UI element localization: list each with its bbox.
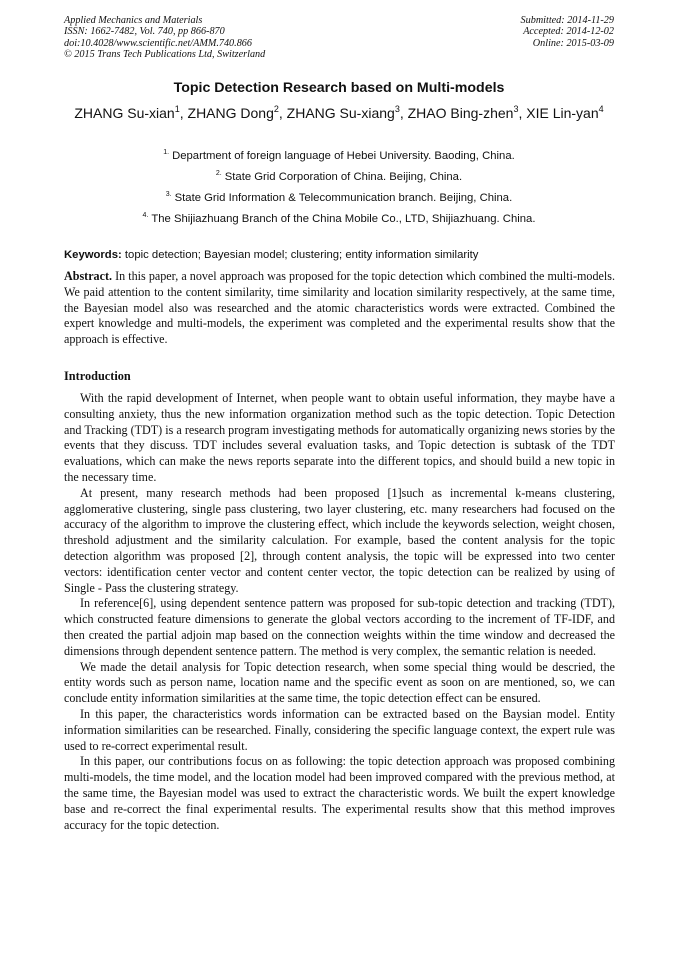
abstract — [64, 269, 615, 348]
affiliation-1: $^{1.}$ Department of foreign language of Hebei University. Baoding, China. — [163, 149, 515, 162]
abstract-label: Abstract. — [64, 269, 113, 283]
paragraph: In this paper, the characteristics words information can be extracted based on the Baysian model. Entity information similarities can be researched. Finally, considering the specific language context, the expert rule was used to re-correct experimental result. — [64, 706, 615, 753]
author: ZHAO Bing-zhen$^3$, — [407, 104, 523, 121]
paragraph: In reference[6], using dependent sentence pattern was proposed for sub-topic detection and tracking (TDT), which constructed feature dimensions to generate the global vectors according to the increment of TF-IDF, and then created the partial adjoin map based on the connection weights within the time window and decreased the dimensions through dependent sentence pattern. The method is very complex, the semantic relation is needed. — [64, 596, 615, 658]
issn-line: ISSN: 1662-7482, Vol. 740, pp 866-870 — [64, 26, 225, 38]
accepted-date: Accepted: 2014-12-02 — [523, 26, 614, 38]
affiliation-4: $^{4.}$ The Shijiazhuang Branch of the China Mobile Co., LTD, Shijiazhuang. China. — [142, 212, 536, 225]
keywords-text: topic detection; Bayesian model; clustering; entity information similarity — [121, 249, 479, 261]
paragraph: In this paper, our contributions focus on as following: the topic detection approach was proposed combining multi-models, the time model, and the location model had been improved compared with the previous method, at the same time, the Bayesian model was used to extract the characteristic words. We built the expert knowledge base and re-correct the final experimental results. The experimental results show that this method improves accuracy for the topic detection. — [64, 754, 615, 832]
dates-info — [521, 15, 614, 49]
author: ZHANG Dong$^2$, — [187, 104, 287, 121]
author-list — [64, 103, 614, 124]
affiliation-3: $^{3.}$ State Grid Information & Telecommunication branch. Beijing, China. — [165, 191, 513, 204]
paper-title: Topic Detection Research based on Multi-models — [173, 80, 505, 96]
section-heading-introduction: Introduction — [64, 369, 131, 383]
doi-line: doi:10.4028/www.scientific.net/AMM.740.866 — [64, 37, 252, 49]
keywords-label: Keywords: — [64, 249, 122, 261]
author: XIE Lin-yan$^4$ — [526, 104, 604, 121]
abstract-text: In this paper, a novel approach was proposed for the topic detection which combined the multi-models. We paid attention to the content similarity, time similarity and location similarity respectively, at the same time, the Bayesian model also was researched and the atomic characteristics words were extracted. Combined the expert knowledge and multi-models, the experiment was completed and the experimental results show that the approach is effective. — [64, 269, 615, 347]
author: ZHANG Su-xiang$^3$, — [286, 104, 408, 121]
paragraph: We made the detail analysis for Topic detection research, when some special thing would be descried, the entity words such as person name, location name and the specific event as soon on are mentioned, so, we can conclude entity information similarities at the same time, the topic detection effect can be ensured. — [64, 659, 615, 706]
submitted-date: Submitted: 2014-11-29 — [520, 15, 614, 26]
copyright-line: © 2015 Trans Tech Publications Ltd, Switzerland — [64, 49, 266, 61]
journal-name: Applied Mechanics and Materials — [64, 15, 203, 26]
keywords-line — [64, 249, 615, 261]
author: ZHANG Su-xian$^1$, — [74, 104, 188, 121]
paragraph: With the rapid development of Internet, when people want to obtain useful information, they maybe have a consulting anxiety, thus the new information organization method such as the topic detection. Topic Detection and Tracking (TDT) is a research program investigating methods for automatically organizing news stories by the events that they discuss. TDT includes several evaluation tasks, and Topic detection is subtask of the TDT evaluations, which can make the news reports separate into the different topics, and should build a new topic in the necessary time. — [64, 391, 615, 484]
paragraph: At present, many research methods had been proposed [1]such as incremental k-means clustering, agglomerative clustering, single pass clustering, two layer clustering, etc. many researchers had focused on the accuracy of the algorithm to improve the clustering effect, which include the keywords selection, weight chosen, threshold adjustment and the similarity calculation. For example, based the content analysis for the topic detection algorithm was proposed [2], through content analysis, the topic will be expressed into two center vectors: identification center vector and content center vector, the topic detection can be realized by using of Single - Pass the clustering strategy. — [64, 485, 615, 595]
affiliation-2: $^{2.}$ State Grid Corporation of China. Beijing, China. — [215, 170, 463, 183]
journal-info — [64, 15, 265, 61]
online-date: Online: 2015-03-09 — [532, 37, 614, 49]
introduction-body — [64, 391, 615, 833]
